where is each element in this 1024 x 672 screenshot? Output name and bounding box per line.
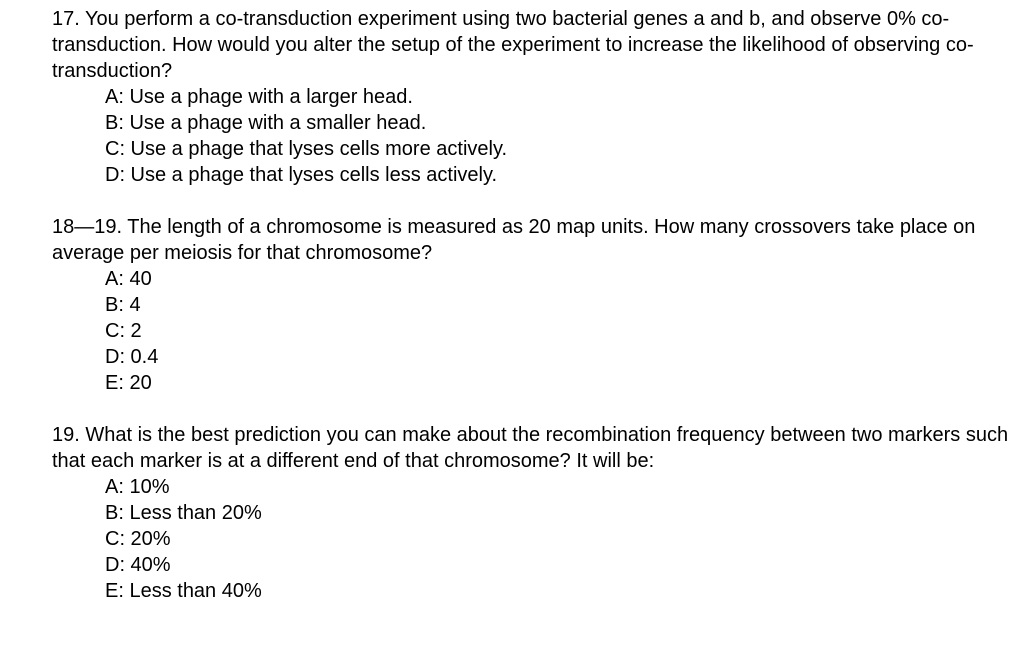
- answer-options: [52, 266, 1012, 396]
- answer-options: [52, 474, 1012, 604]
- document: [52, 6, 1012, 604]
- answer-option: D: 0.4: [105, 346, 159, 368]
- answer-option: B: Less than 20%: [105, 502, 262, 524]
- question-17: [52, 6, 1012, 188]
- answer-option: D: 40%: [105, 554, 171, 576]
- answer-option: A: 40: [105, 268, 152, 290]
- spacer: [52, 188, 1012, 214]
- question-prompt: 18—19. The length of a chromosome is measured as 20 map units. How many crossovers take place on average per meiosis for that chromosome?: [52, 216, 976, 264]
- answer-option: D: Use a phage that lyses cells less actively.: [105, 164, 498, 186]
- answer-option: E: 20: [105, 372, 152, 394]
- question-19: [52, 422, 1012, 604]
- spacer: [52, 396, 1012, 422]
- answer-option: C: 2: [105, 320, 142, 342]
- answer-option: B: Use a phage with a smaller head.: [105, 112, 427, 134]
- question-prompt: 17. You perform a co-transduction experiment using two bacterial genes a and b, and observe 0% co-transduction. How would you alter the setup of the experiment to increase the likelihood of observing co-transduction?: [52, 8, 974, 82]
- question-prompt: 19. What is the best prediction you can make about the recombination frequency between two markers such that each marker is at a different end of that chromosome? It will be:: [52, 424, 1009, 472]
- answer-options: [52, 84, 1012, 188]
- answer-option: E: Less than 40%: [105, 580, 262, 602]
- answer-option: C: Use a phage that lyses cells more actively.: [105, 138, 508, 160]
- answer-option: A: 10%: [105, 476, 170, 498]
- answer-option: A: Use a phage with a larger head.: [105, 86, 413, 108]
- answer-option: B: 4: [105, 294, 141, 316]
- answer-option: C: 20%: [105, 528, 171, 550]
- question-18: [52, 214, 1012, 396]
